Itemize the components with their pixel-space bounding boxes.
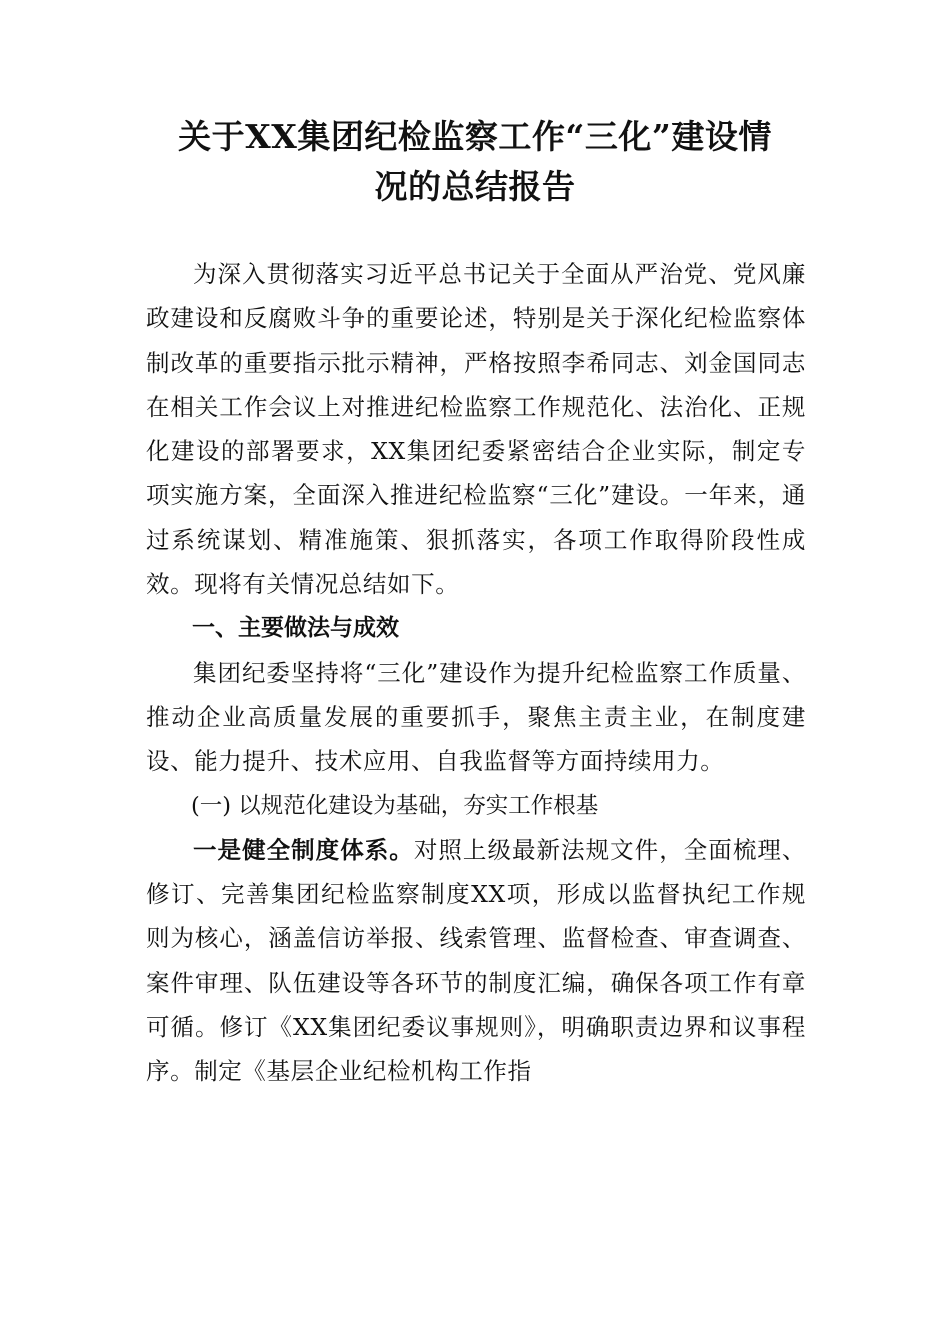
intro-paragraph: 为深入贯彻落实习近平总书记关于全面从严治党、党风廉政建设和反腐败斗争的重要论述，特别是关于深化纪检监察体制改革的重要指示批示精神，严格按照李希同志、刘金国同志在相关工作会议上对推进纪检监察工作规范化、法治化、正规化建设的部署要求，XX集团纪委紧密结合企业实际，制定专项实施方案，全面深入推进纪检监察“三化”建设。一年来，通过系统谋划、精准施策、狠抓落实，各项工作取得阶段性成效。现将有关情况总结如下。: [146, 260, 806, 599]
title-line-2: 况的总结报告: [374, 167, 576, 206]
point-lead: 一是健全制度体系。: [193, 835, 414, 864]
section-paragraph: 集团纪委坚持将“三化”建设作为提升纪检监察工作质量、推动企业高质量发展的重要抓手，聚焦主责主业，在制度建设、能力提升、技术应用、自我监督等方面持续用力。: [146, 658, 806, 776]
title-line-1: 关于XX集团纪检监察工作“三化”建设情: [178, 117, 772, 156]
point-text: 对照上级最新法规文件，全面梳理、修订、完善集团纪检监察制度XX项，形成以监督执纪工作规则为核心，涵盖信访举报、线索管理、监督检查、审查调查、案件审理、队伍建设等各环节的制度汇编，确保各项工作有章可循。修订《XX集团纪委议事规则》，明确职责边界和议事程序。制定《基层企业纪检机构工作指: [146, 835, 806, 1086]
document-body: [146, 252, 806, 1094]
point-paragraph: [146, 828, 806, 1094]
subsection-heading: (一) 以规范化建设为基础，夯实工作根基: [191, 792, 599, 819]
document-title: [130, 112, 820, 212]
section-heading: 一、主要做法与成效: [192, 615, 399, 642]
